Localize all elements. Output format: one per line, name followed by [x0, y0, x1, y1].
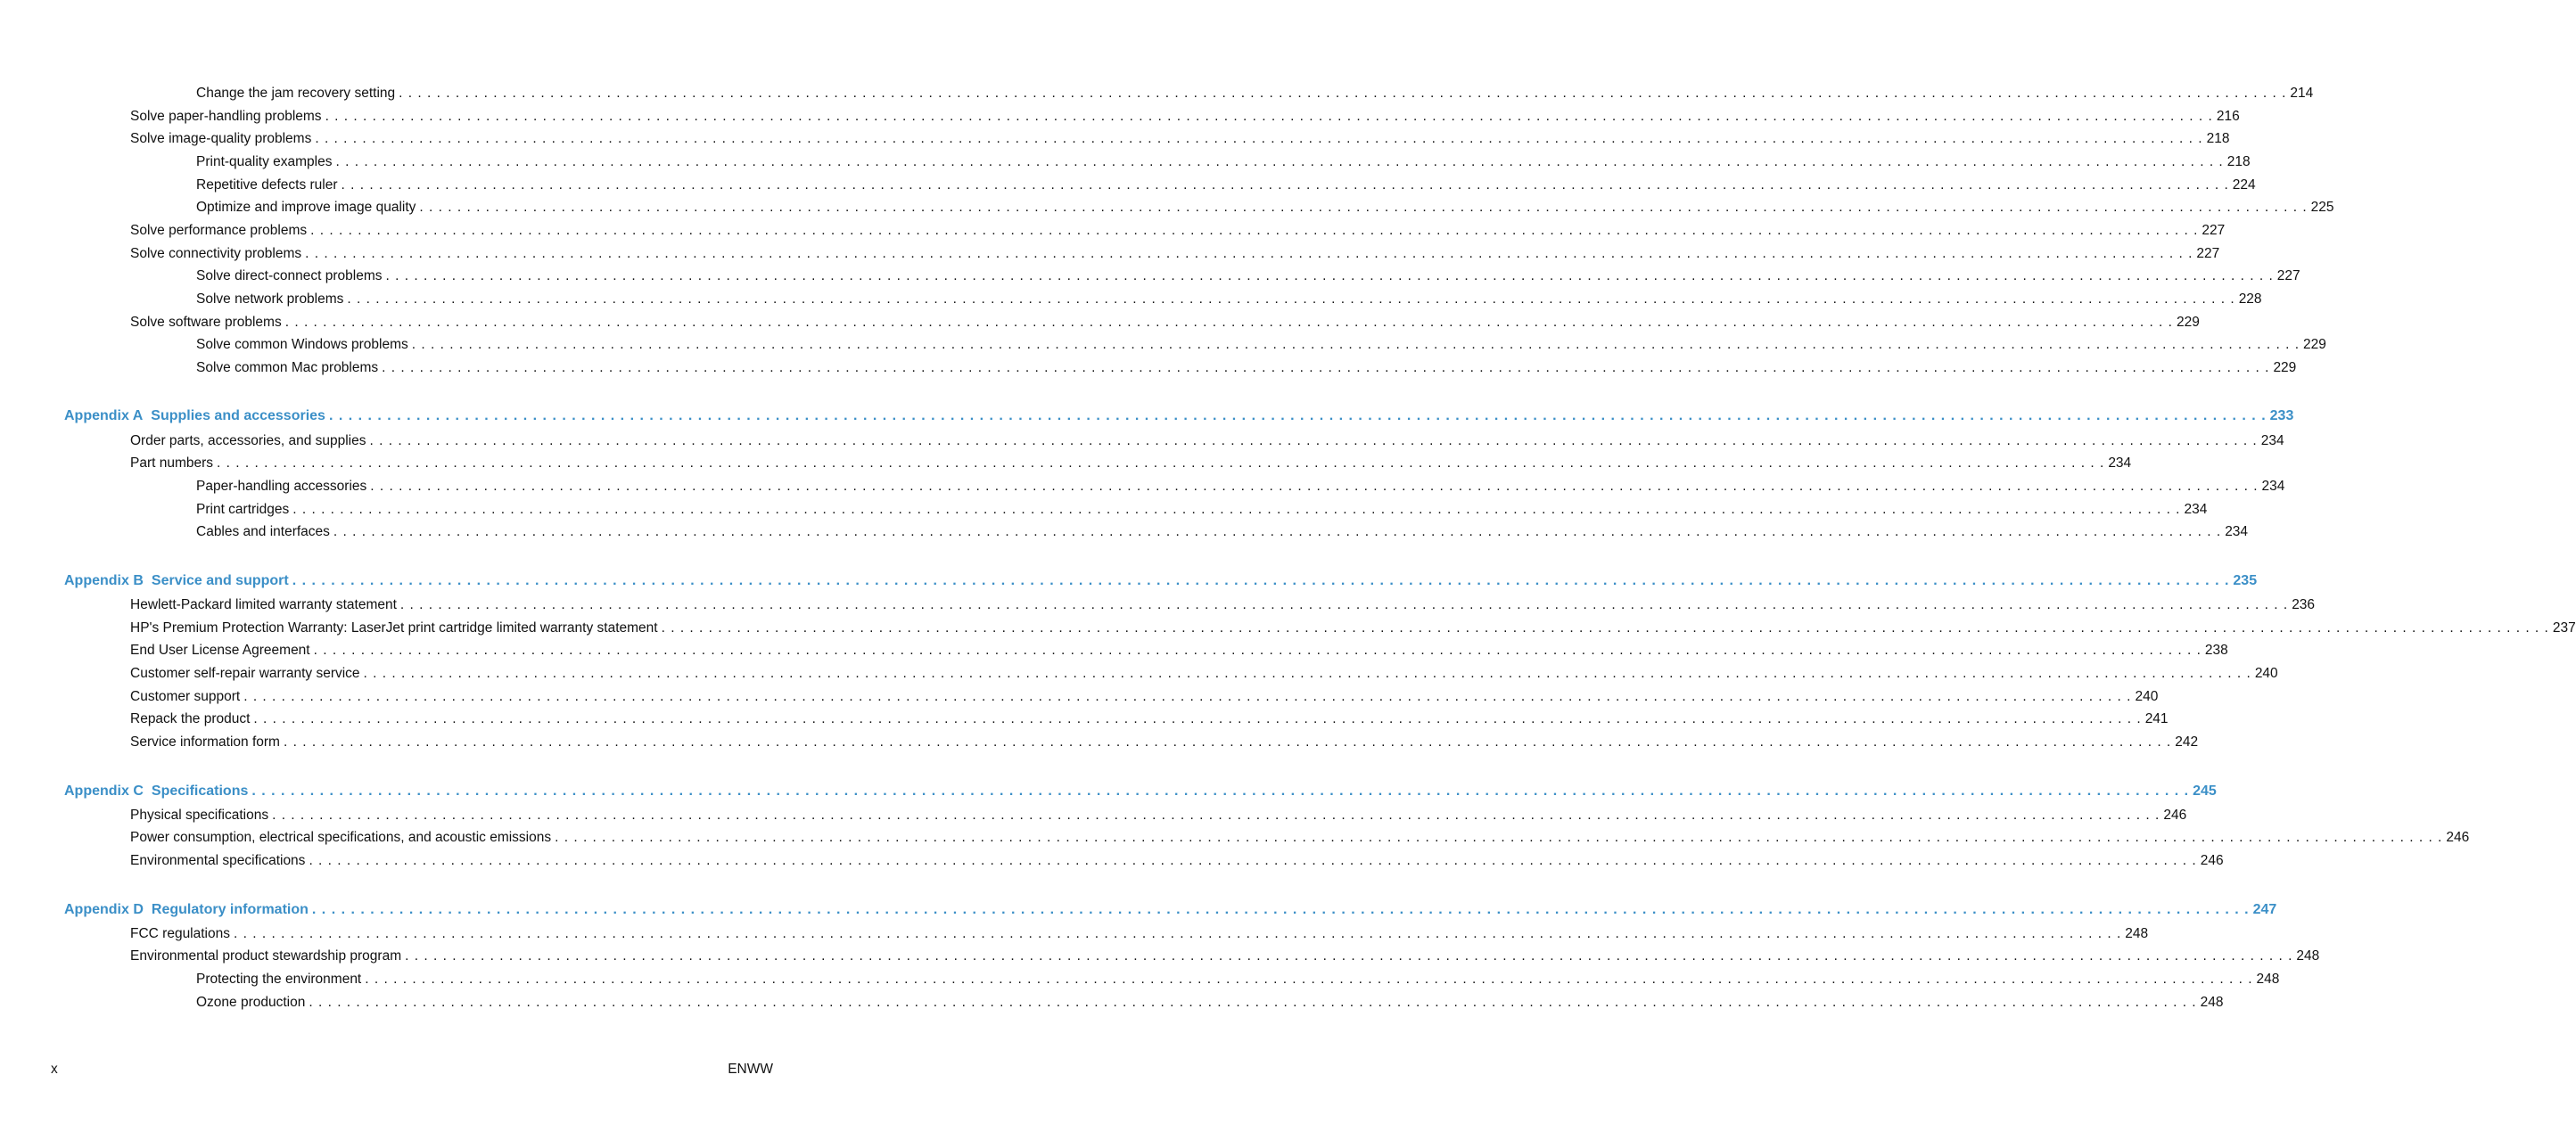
toc-entry-title: Physical specifications: [130, 808, 269, 823]
toc-page-number: 224: [2232, 177, 2256, 193]
toc-dot-leader: . . . . . . . . . . . . . . . . . . . . . . . . . . . . . . . . . . . . . . . . . . . . . . . . . . . . . . . . . . . . . . . . . . . . . . . . . . . . . . . . . . . . . . . . . . . . . . . . . . . . . . . . . . . . . . . . . . . . . . . . . . . . . . . . . . . . . . . . . . . . . . . . . . . . . . . . . . . . . . . . . . . . . . . . . . . . . . . . . . . . . . . . . . . . . . . . . . . . . . . .: [305, 246, 2193, 261]
toc-page-number: 218: [2226, 154, 2251, 169]
toc-entry-label: [196, 994, 305, 1012]
toc-entry-title: Environmental product stewardship program: [130, 948, 402, 964]
toc-page-number: 247: [2252, 902, 2277, 917]
toc-entry[interactable]: [196, 267, 2300, 285]
toc-dot-leader: . . . . . . . . . . . . . . . . . . . . . . . . . . . . . . . . . . . . . . . . . . . . . . . . . . . . . . . . . . . . . . . . . . . . . . . . . . . . . . . . . . . . . . . . . . . . . . . . . . . . . . . . . . . . . . . . . . . . . . . . . . . . . . . . . . . . . . . . . . . . . . . . . . . . . . . . . . . . . . . . . . . . . . . . . . . . . . . . . . . . . . . . . . . . . . . . . . . . . . . .: [555, 830, 2443, 845]
toc-dot-leader: . . . . . . . . . . . . . . . . . . . . . . . . . . . . . . . . . . . . . . . . . . . . . . . . . . . . . . . . . . . . . . . . . . . . . . . . . . . . . . . . . . . . . . . . . . . . . . . . . . . . . . . . . . . . . . . . . . . . . . . . . . . . . . . . . . . . . . . . . . . . . . . . . . . . . . . . . . . . . . . . . . . . . . . . . . . . . . . . . . . . . . . . . . . . . . . . . . . . . . . .: [310, 223, 2199, 238]
toc-entry-label: [196, 478, 366, 496]
toc-page-number: 214: [2290, 86, 2314, 101]
toc-entry[interactable]: [130, 222, 2226, 240]
toc-entry-label: [130, 596, 397, 614]
toc-entry-label: [196, 291, 343, 308]
toc-dot-leader: . . . . . . . . . . . . . . . . . . . . . . . . . . . . . . . . . . . . . . . . . . . . . . . . . . . . . . . . . . . . . . . . . . . . . . . . . . . . . . . . . . . . . . . . . . . . . . . . . . . . . . . . . . . . . . . . . . . . . . . . . . . . . . . . . . . . . . . . . . . . . . . . . . . . . . . . . . . . . . . . . . . . . . . . . . . . . . . . . . . . . . . . . . . . . . . . . . . . . . . .: [284, 315, 2173, 330]
toc-entry[interactable]: [196, 478, 2285, 496]
toc-dot-leader: . . . . . . . . . . . . . . . . . . . . . . . . . . . . . . . . . . . . . . . . . . . . . . . . . . . . . . . . . . . . . . . . . . . . . . . . . . . . . . . . . . . . . . . . . . . . . . . . . . . . . . . . . . . . . . . . . . . . . . . . . . . . . . . . . . . . . . . . . . . . . . . . . . . . . . . . . . . . . . . . . . . . . . . . . . . . . . . . . . . . . . . . . . . . . . . . . . . . . . . .: [385, 268, 2274, 283]
toc-entry-label: [130, 245, 301, 263]
toc-entry[interactable]: [130, 829, 2470, 847]
toc-entry-title: Solve direct-connect problems: [196, 268, 383, 283]
toc-entry-label: [196, 85, 395, 103]
toc-entry[interactable]: [130, 596, 2316, 614]
toc-entry-title: Service and support: [151, 573, 289, 588]
toc-page-number: 234: [2184, 502, 2208, 517]
toc-page-number: 246: [2446, 830, 2470, 845]
toc-page-number: 246: [2200, 853, 2224, 868]
footer-page-number: x: [51, 1062, 58, 1077]
toc-page-number: 227: [2196, 246, 2220, 261]
toc-entry-title: Solve performance problems: [130, 223, 308, 238]
toc-entry[interactable]: [130, 245, 2220, 263]
toc-entry-title: Service information form: [130, 734, 280, 750]
toc-dot-leader: . . . . . . . . . . . . . . . . . . . . . . . . . . . . . . . . . . . . . . . . . . . . . . . . . . . . . . . . . . . . . . . . . . . . . . . . . . . . . . . . . . . . . . . . . . . . . . . . . . . . . . . . . . . . . . . . . . . . . . . . . . . . . . . . . . . . . . . . . . . . . . . . . . . . . . . . . . . . . . . . . . . . . . . . . . . . . . . . . . . . . . . . . . . . . . . . . . . . . . . .: [333, 524, 2222, 539]
toc-entry[interactable]: [130, 455, 2132, 472]
toc-entry-title: Paper-handling accessories: [196, 479, 367, 494]
toc-dot-leader: . . . . . . . . . . . . . . . . . . . . . . . . . . . . . . . . . . . . . . . . . . . . . . . . . . . . . . . . . . . . . . . . . . . . . . . . . . . . . . . . . . . . . . . . . . . . . . . . . . . . . . . . . . . . . . . . . . . . . . . . . . . . . . . . . . . . . . . . . . . . . . . . . . . . . . . . . . . . . . . . . . . . . . . . . . . . . . . . . . . . . . . . . . . . . . . . . . . . . . . .: [292, 573, 2230, 588]
toc-entry[interactable]: [130, 130, 2230, 148]
toc-appendix-entry[interactable]: [64, 407, 2294, 425]
toc-dot-leader: . . . . . . . . . . . . . . . . . . . . . . . . . . . . . . . . . . . . . . . . . . . . . . . . . . . . . . . . . . . . . . . . . . . . . . . . . . . . . . . . . . . . . . . . . . . . . . . . . . . . . . . . . . . . . . . . . . . . . . . . . . . . . . . . . . . . . . . . . . . . . . . . . . . . . . . . . . . . . . . . . . . . . . . . . . . . . . . . . . . . . . . . . . . . . . . . . . . . . . . .: [283, 734, 2172, 750]
toc-entry-title: Part numbers: [130, 455, 214, 471]
toc-dot-leader: . . . . . . . . . . . . . . . . . . . . . . . . . . . . . . . . . . . . . . . . . . . . . . . . . . . . . . . . . . . . . . . . . . . . . . . . . . . . . . . . . . . . . . . . . . . . . . . . . . . . . . . . . . . . . . . . . . . . . . . . . . . . . . . . . . . . . . . . . . . . . . . . . . . . . . . . . . . . . . . . . . . . . . . . . . . . . . . . . . . . . . . . . . . . . . . . . . . . . . . .: [315, 131, 2203, 146]
toc-page-number: 246: [2163, 808, 2187, 823]
toc-entry-label: [130, 222, 307, 240]
toc-dot-leader: . . . . . . . . . . . . . . . . . . . . . . . . . . . . . . . . . . . . . . . . . . . . . . . . . . . . . . . . . . . . . . . . . . . . . . . . . . . . . . . . . . . . . . . . . . . . . . . . . . . . . . . . . . . . . . . . . . . . . . . . . . . . . . . . . . . . . . . . . . . . . . . . . . . . . . . . . . . . . . . . . . . . . . . . . . . . . . . . . . . . . . . . . . . . . . . . . . . . . . . .: [365, 972, 2253, 987]
toc-entry-label: [130, 852, 305, 870]
toc-entry[interactable]: [196, 336, 2326, 354]
toc-entry-title: Solve common Mac problems: [196, 360, 379, 375]
toc-dot-leader: . . . . . . . . . . . . . . . . . . . . . . . . . . . . . . . . . . . . . . . . . . . . . . . . . . . . . . . . . . . . . . . . . . . . . . . . . . . . . . . . . . . . . . . . . . . . . . . . . . . . . . . . . . . . . . . . . . . . . . . . . . . . . . . . . . . . . . . . . . . . . . . . . . . . . . . . . . . . . . . . . . . . . . . . . . . . . . . . . . . . . . . . . . . . . . . . . . . . . . . .: [661, 620, 2549, 636]
toc-entry[interactable]: [130, 314, 2200, 332]
toc-entry-label: [130, 314, 282, 332]
toc-page-number: 227: [2276, 268, 2300, 283]
toc-entry-title: Protecting the environment: [196, 972, 362, 987]
toc-entry[interactable]: [130, 710, 2169, 728]
toc-entry[interactable]: [196, 523, 2249, 541]
toc-entry-label: [130, 925, 230, 943]
toc-entry-label: [130, 432, 366, 450]
toc-entry-label: [130, 455, 213, 472]
toc-page-number: 234: [2261, 479, 2285, 494]
toc-dot-leader: . . . . . . . . . . . . . . . . . . . . . . . . . . . . . . . . . . . . . . . . . . . . . . . . . . . . . . . . . . . . . . . . . . . . . . . . . . . . . . . . . . . . . . . . . . . . . . . . . . . . . . . . . . . . . . . . . . . . . . . . . . . . . . . . . . . . . . . . . . . . . . . . . . . . . . . . . . . . . . . . . . . . . . . . . . . . . . . . . . . . . . . . . . . . . . . . . . . . . . . .: [335, 154, 2224, 169]
toc-entry-title: Environmental specifications: [130, 853, 306, 868]
toc-entry-title: Customer support: [130, 689, 241, 704]
toc-dot-leader: . . . . . . . . . . . . . . . . . . . . . . . . . . . . . . . . . . . . . . . . . . . . . . . . . . . . . . . . . . . . . . . . . . . . . . . . . . . . . . . . . . . . . . . . . . . . . . . . . . . . . . . . . . . . . . . . . . . . . . . . . . . . . . . . . . . . . . . . . . . . . . . . . . . . . . . . . . . . . . . . . . . . . . . . . . . . . . . . . . . . . . . . . . . . . . . . . . . . . . . .: [369, 433, 2258, 448]
toc-page-number: 248: [2200, 995, 2224, 1010]
toc-entry-label: [130, 947, 401, 965]
toc-page-number: 225: [2310, 200, 2334, 215]
toc-entry-label: [196, 199, 416, 217]
toc-entry-label: [130, 710, 250, 728]
toc-entry-label: [196, 501, 289, 519]
toc-entry-title: Solve paper-handling problems: [130, 109, 322, 124]
toc-entry[interactable]: [130, 688, 2159, 706]
toc-entry-label: [130, 688, 240, 706]
toc-dot-leader: . . . . . . . . . . . . . . . . . . . . . . . . . . . . . . . . . . . . . . . . . . . . . . . . . . . . . . . . . . . . . . . . . . . . . . . . . . . . . . . . . . . . . . . . . . . . . . . . . . . . . . . . . . . . . . . . . . . . . . . . . . . . . . . . . . . . . . . . . . . . . . . . . . . . . . . . . . . . . . . . . . . . . . . . . . . . . . . . . . . . . . . . . . . . . . . . . . . . . . . .: [311, 902, 2250, 917]
toc-entry-title: Ozone production: [196, 995, 306, 1010]
toc-entry-label: [64, 407, 325, 425]
toc-page-number: 248: [2256, 972, 2280, 987]
toc-dot-leader: . . . . . . . . . . . . . . . . . . . . . . . . . . . . . . . . . . . . . . . . . . . . . . . . . . . . . . . . . . . . . . . . . . . . . . . . . . . . . . . . . . . . . . . . . . . . . . . . . . . . . . . . . . . . . . . . . . . . . . . . . . . . . . . . . . . . . . . . . . . . . . . . . . . . . . . . . . . . . . . . . . . . . . . . . . . . . . . . . . . . . . . . . . . . . . . . . . . . . . . .: [399, 597, 2289, 612]
toc-entry-title: Solve common Windows problems: [196, 337, 408, 352]
toc-entry-label: [196, 971, 361, 988]
toc-appendix-entry[interactable]: [64, 901, 2277, 919]
toc-entry-title: Regulatory information: [151, 902, 309, 917]
toc-dot-leader: . . . . . . . . . . . . . . . . . . . . . . . . . . . . . . . . . . . . . . . . . . . . . . . . . . . . . . . . . . . . . . . . . . . . . . . . . . . . . . . . . . . . . . . . . . . . . . . . . . . . . . . . . . . . . . . . . . . . . . . . . . . . . . . . . . . . . . . . . . . . . . . . . . . . . . . . . . . . . . . . . . . . . . . . . . . . . . . . . . . . . . . . . . . . . . . . . . . . . . . .: [234, 926, 2122, 941]
toc-dot-leader: . . . . . . . . . . . . . . . . . . . . . . . . . . . . . . . . . . . . . . . . . . . . . . . . . . . . . . . . . . . . . . . . . . . . . . . . . . . . . . . . . . . . . . . . . . . . . . . . . . . . . . . . . . . . . . . . . . . . . . . . . . . . . . . . . . . . . . . . . . . . . . . . . . . . . . . . . . . . . . . . . . . . . . . . . . . . . . . . . . . . . . . . . . . . . . . . . . . . . . . .: [309, 995, 2197, 1010]
toc-page-number: 242: [2175, 734, 2199, 750]
toc-dot-leader: . . . . . . . . . . . . . . . . . . . . . . . . . . . . . . . . . . . . . . . . . . . . . . . . . . . . . . . . . . . . . . . . . . . . . . . . . . . . . . . . . . . . . . . . . . . . . . . . . . . . . . . . . . . . . . . . . . . . . . . . . . . . . . . . . . . . . . . . . . . . . . . . . . . . . . . . . . . . . . . . . . . . . . . . . . . . . . . . . . . . . . . . . . . . . . . . . . . . . . . .: [243, 689, 2132, 704]
toc-entry[interactable]: [196, 291, 2262, 308]
toc-entry-label: [64, 901, 309, 919]
toc-entry-title: Solve image-quality problems: [130, 131, 312, 146]
toc-dot-leader: . . . . . . . . . . . . . . . . . . . . . . . . . . . . . . . . . . . . . . . . . . . . . . . . . . . . . . . . . . . . . . . . . . . . . . . . . . . . . . . . . . . . . . . . . . . . . . . . . . . . . . . . . . . . . . . . . . . . . . . . . . . . . . . . . . . . . . . . . . . . . . . . . . . . . . . . . . . . . . . . . . . . . . . . . . . . . . . . . . . . . . . . . . . . . . . . . . . . . . . .: [419, 200, 2308, 215]
toc-entry-label: [64, 783, 248, 800]
toc-page-number: 248: [2296, 948, 2320, 964]
toc-entry-label: [196, 523, 330, 541]
toc-page-number: 240: [2135, 689, 2159, 704]
toc-page-number: 234: [2108, 455, 2132, 471]
toc-page-number: 237: [2552, 620, 2576, 636]
toc-page-number: 234: [2225, 524, 2249, 539]
toc-entry-label: [196, 176, 338, 194]
toc-entry-label: [196, 153, 332, 171]
toc-entry-title: Hewlett-Packard limited warranty statement: [130, 597, 397, 612]
toc-appendix-number: Appendix D: [64, 902, 144, 917]
toc-entry-label: [130, 619, 658, 637]
toc-entry-title: Specifications: [151, 783, 249, 799]
toc-dot-leader: . . . . . . . . . . . . . . . . . . . . . . . . . . . . . . . . . . . . . . . . . . . . . . . . . . . . . . . . . . . . . . . . . . . . . . . . . . . . . . . . . . . . . . . . . . . . . . . . . . . . . . . . . . . . . . . . . . . . . . . . . . . . . . . . . . . . . . . . . . . . . . . . . . . . . . . . . . . . . . . . . . . . . . . . . . . . . . . . . . . . . . . . . . . . . . . . . . . . . . . .: [347, 291, 2235, 307]
toc-entry-title: FCC regulations: [130, 926, 230, 941]
toc-dot-leader: . . . . . . . . . . . . . . . . . . . . . . . . . . . . . . . . . . . . . . . . . . . . . . . . . . . . . . . . . . . . . . . . . . . . . . . . . . . . . . . . . . . . . . . . . . . . . . . . . . . . . . . . . . . . . . . . . . . . . . . . . . . . . . . . . . . . . . . . . . . . . . . . . . . . . . . . . . . . . . . . . . . . . . . . . . . . . . . . . . . . . . . . . . . . . . . . . . . . . . . .: [363, 666, 2251, 681]
toc-entry-label: [196, 267, 383, 285]
toc-dot-leader: . . . . . . . . . . . . . . . . . . . . . . . . . . . . . . . . . . . . . . . . . . . . . . . . . . . . . . . . . . . . . . . . . . . . . . . . . . . . . . . . . . . . . . . . . . . . . . . . . . . . . . . . . . . . . . . . . . . . . . . . . . . . . . . . . . . . . . . . . . . . . . . . . . . . . . . . . . . . . . . . . . . . . . . . . . . . . . . . . . . . . . . . . . . . . . . . . . . . . . . .: [251, 783, 2190, 799]
toc-page-number: 236: [2292, 597, 2316, 612]
toc-appendix-entry[interactable]: [64, 783, 2217, 800]
toc-page-number: 229: [2176, 315, 2200, 330]
toc-page-number: 248: [2125, 926, 2149, 941]
toc-entry-title: Order parts, accessories, and supplies: [130, 433, 366, 448]
toc-dot-leader: . . . . . . . . . . . . . . . . . . . . . . . . . . . . . . . . . . . . . . . . . . . . . . . . . . . . . . . . . . . . . . . . . . . . . . . . . . . . . . . . . . . . . . . . . . . . . . . . . . . . . . . . . . . . . . . . . . . . . . . . . . . . . . . . . . . . . . . . . . . . . . . . . . . . . . . . . . . . . . . . . . . . . . . . . . . . . . . . . . . . . . . . . . . . . . . . . . . . . . . .: [253, 711, 2142, 726]
toc-entry[interactable]: [130, 925, 2149, 943]
toc-entry-title: Solve connectivity problems: [130, 246, 302, 261]
toc-entry-label: [130, 130, 311, 148]
toc-entry[interactable]: [196, 199, 2334, 217]
toc-page-number: 216: [2216, 109, 2240, 124]
toc-dot-leader: . . . . . . . . . . . . . . . . . . . . . . . . . . . . . . . . . . . . . . . . . . . . . . . . . . . . . . . . . . . . . . . . . . . . . . . . . . . . . . . . . . . . . . . . . . . . . . . . . . . . . . . . . . . . . . . . . . . . . . . . . . . . . . . . . . . . . . . . . . . . . . . . . . . . . . . . . . . . . . . . . . . . . . . . . . . . . . . . . . . . . . . . . . . . . . . . . . . . . . . .: [309, 853, 2197, 868]
toc-page-number: 229: [2303, 337, 2326, 352]
toc-dot-leader: . . . . . . . . . . . . . . . . . . . . . . . . . . . . . . . . . . . . . . . . . . . . . . . . . . . . . . . . . . . . . . . . . . . . . . . . . . . . . . . . . . . . . . . . . . . . . . . . . . . . . . . . . . . . . . . . . . . . . . . . . . . . . . . . . . . . . . . . . . . . . . . . . . . . . . . . . . . . . . . . . . . . . . . . . . . . . . . . . . . . . . . . . . . . . . . . . . . . . . . .: [325, 109, 2213, 124]
toc-entry-title: Customer self-repair warranty service: [130, 666, 360, 681]
toc-appendix-number: Appendix B: [64, 573, 144, 588]
toc-page-number: 235: [2233, 573, 2258, 588]
toc-entry-title: Repack the product: [130, 711, 251, 726]
toc-entry-label: [130, 734, 280, 751]
toc-entry-title: Solve network problems: [196, 291, 344, 307]
toc-entry-title: Optimize and improve image quality: [196, 200, 416, 215]
toc-entry-label: [130, 807, 268, 824]
toc-entry-label: [64, 572, 289, 590]
toc-dot-leader: . . . . . . . . . . . . . . . . . . . . . . . . . . . . . . . . . . . . . . . . . . . . . . . . . . . . . . . . . . . . . . . . . . . . . . . . . . . . . . . . . . . . . . . . . . . . . . . . . . . . . . . . . . . . . . . . . . . . . . . . . . . . . . . . . . . . . . . . . . . . . . . . . . . . . . . . . . . . . . . . . . . . . . . . . . . . . . . . . . . . . . . . . . . . . . . . . . . . . . . .: [313, 643, 2202, 658]
toc-entry[interactable]: [196, 176, 2256, 194]
toc-page-number: 227: [2202, 223, 2226, 238]
toc-dot-leader: . . . . . . . . . . . . . . . . . . . . . . . . . . . . . . . . . . . . . . . . . . . . . . . . . . . . . . . . . . . . . . . . . . . . . . . . . . . . . . . . . . . . . . . . . . . . . . . . . . . . . . . . . . . . . . . . . . . . . . . . . . . . . . . . . . . . . . . . . . . . . . . . . . . . . . . . . . . . . . . . . . . . . . . . . . . . . . . . . . . . . . . . . . . . . . . . . . . . . . . .: [399, 86, 2287, 101]
toc-entry-label: [130, 108, 322, 126]
toc-dot-leader: . . . . . . . . . . . . . . . . . . . . . . . . . . . . . . . . . . . . . . . . . . . . . . . . . . . . . . . . . . . . . . . . . . . . . . . . . . . . . . . . . . . . . . . . . . . . . . . . . . . . . . . . . . . . . . . . . . . . . . . . . . . . . . . . . . . . . . . . . . . . . . . . . . . . . . . . . . . . . . . . . . . . . . . . . . . . . . . . . . . . . . . . . . . . . . . . . . . . . . . .: [382, 360, 2270, 375]
toc-dot-leader: . . . . . . . . . . . . . . . . . . . . . . . . . . . . . . . . . . . . . . . . . . . . . . . . . . . . . . . . . . . . . . . . . . . . . . . . . . . . . . . . . . . . . . . . . . . . . . . . . . . . . . . . . . . . . . . . . . . . . . . . . . . . . . . . . . . . . . . . . . . . . . . . . . . . . . . . . . . . . . . . . . . . . . . . . . . . . . . . . . . . . . . . . . . . . . . . . . . . . . . .: [328, 408, 2267, 423]
toc-entry-label: [130, 642, 310, 660]
toc-dot-leader: . . . . . . . . . . . . . . . . . . . . . . . . . . . . . . . . . . . . . . . . . . . . . . . . . . . . . . . . . . . . . . . . . . . . . . . . . . . . . . . . . . . . . . . . . . . . . . . . . . . . . . . . . . . . . . . . . . . . . . . . . . . . . . . . . . . . . . . . . . . . . . . . . . . . . . . . . . . . . . . . . . . . . . . . . . . . . . . . . . . . . . . . . . . . . . . . . . . . . . . .: [292, 502, 2181, 517]
toc-appendix-number: Appendix C: [64, 783, 144, 799]
toc-entry[interactable]: [196, 501, 2208, 519]
toc-entry[interactable]: [130, 852, 2224, 870]
toc-entry-title: Supplies and accessories: [151, 408, 325, 423]
toc-entry[interactable]: [130, 734, 2199, 751]
toc-entry[interactable]: [130, 642, 2228, 660]
toc-entry[interactable]: [196, 153, 2251, 171]
toc-entry-title: Solve software problems: [130, 315, 282, 330]
toc-entry[interactable]: [130, 619, 2576, 637]
toc-page-number: 238: [2204, 643, 2228, 658]
toc-page-number: 218: [2206, 131, 2230, 146]
toc-entry-title: Cables and interfaces: [196, 524, 330, 539]
toc-entry[interactable]: [130, 807, 2187, 824]
toc-entry-title: Print-quality examples: [196, 154, 333, 169]
toc-dot-leader: . . . . . . . . . . . . . . . . . . . . . . . . . . . . . . . . . . . . . . . . . . . . . . . . . . . . . . . . . . . . . . . . . . . . . . . . . . . . . . . . . . . . . . . . . . . . . . . . . . . . . . . . . . . . . . . . . . . . . . . . . . . . . . . . . . . . . . . . . . . . . . . . . . . . . . . . . . . . . . . . . . . . . . . . . . . . . . . . . . . . . . . . . . . . . . . . . . . . . . . .: [341, 177, 2229, 193]
toc-page-number: 233: [2269, 408, 2294, 423]
toc-entry[interactable]: [130, 108, 2240, 126]
toc-dot-leader: . . . . . . . . . . . . . . . . . . . . . . . . . . . . . . . . . . . . . . . . . . . . . . . . . . . . . . . . . . . . . . . . . . . . . . . . . . . . . . . . . . . . . . . . . . . . . . . . . . . . . . . . . . . . . . . . . . . . . . . . . . . . . . . . . . . . . . . . . . . . . . . . . . . . . . . . . . . . . . . . . . . . . . . . . . . . . . . . . . . . . . . . . . . . . . . . . . . . . . . .: [405, 948, 2293, 964]
toc-entry-title: Print cartridges: [196, 502, 290, 517]
toc-entry-title: Change the jam recovery setting: [196, 86, 396, 101]
toc-page-number: 240: [2254, 666, 2278, 681]
toc-dot-leader: . . . . . . . . . . . . . . . . . . . . . . . . . . . . . . . . . . . . . . . . . . . . . . . . . . . . . . . . . . . . . . . . . . . . . . . . . . . . . . . . . . . . . . . . . . . . . . . . . . . . . . . . . . . . . . . . . . . . . . . . . . . . . . . . . . . . . . . . . . . . . . . . . . . . . . . . . . . . . . . . . . . . . . . . . . . . . . . . . . . . . . . . . . . . . . . . . . . . . . . .: [370, 479, 2259, 494]
footer-locale: ENWW: [728, 1062, 773, 1077]
toc-dot-leader: . . . . . . . . . . . . . . . . . . . . . . . . . . . . . . . . . . . . . . . . . . . . . . . . . . . . . . . . . . . . . . . . . . . . . . . . . . . . . . . . . . . . . . . . . . . . . . . . . . . . . . . . . . . . . . . . . . . . . . . . . . . . . . . . . . . . . . . . . . . . . . . . . . . . . . . . . . . . . . . . . . . . . . . . . . . . . . . . . . . . . . . . . . . . . . . . . . . . . . . .: [411, 337, 2300, 352]
toc-page-number: 228: [2238, 291, 2262, 307]
toc-appendix-number: Appendix A: [64, 408, 144, 423]
toc-dot-leader: . . . . . . . . . . . . . . . . . . . . . . . . . . . . . . . . . . . . . . . . . . . . . . . . . . . . . . . . . . . . . . . . . . . . . . . . . . . . . . . . . . . . . . . . . . . . . . . . . . . . . . . . . . . . . . . . . . . . . . . . . . . . . . . . . . . . . . . . . . . . . . . . . . . . . . . . . . . . . . . . . . . . . . . . . . . . . . . . . . . . . . . . . . . . . . . . . . . . . . . .: [272, 808, 2160, 823]
toc-entry[interactable]: [130, 665, 2278, 683]
toc-entry-label: [196, 359, 378, 377]
toc-page-number: 245: [2193, 783, 2217, 799]
toc-entry[interactable]: [196, 85, 2314, 103]
toc-entry-title: End User License Agreement: [130, 643, 310, 658]
toc-entry[interactable]: [196, 359, 2297, 377]
toc-entry-label: [130, 665, 360, 683]
toc-page-number: 241: [2144, 711, 2169, 726]
toc-entry[interactable]: [130, 432, 2284, 450]
toc-entry-title: Repetitive defects ruler: [196, 177, 338, 193]
toc-page-number: 229: [2273, 360, 2297, 375]
toc-appendix-entry[interactable]: [64, 572, 2258, 590]
toc-entry-title: HP's Premium Protection Warranty: LaserJet print cartridge limited warranty statement: [130, 620, 658, 636]
toc-entry[interactable]: [196, 994, 2224, 1012]
toc-entry-label: [130, 829, 551, 847]
toc-dot-leader: . . . . . . . . . . . . . . . . . . . . . . . . . . . . . . . . . . . . . . . . . . . . . . . . . . . . . . . . . . . . . . . . . . . . . . . . . . . . . . . . . . . . . . . . . . . . . . . . . . . . . . . . . . . . . . . . . . . . . . . . . . . . . . . . . . . . . . . . . . . . . . . . . . . . . . . . . . . . . . . . . . . . . . . . . . . . . . . . . . . . . . . . . . . . . . . . . . . . . . . .: [217, 455, 2105, 471]
toc-entry-label: [196, 336, 408, 354]
toc-entry[interactable]: [130, 947, 2320, 965]
toc-entry-title: Power consumption, electrical specifications, and acoustic emissions: [130, 830, 552, 845]
toc-page-number: 234: [2260, 433, 2284, 448]
toc-entry[interactable]: [196, 971, 2280, 988]
